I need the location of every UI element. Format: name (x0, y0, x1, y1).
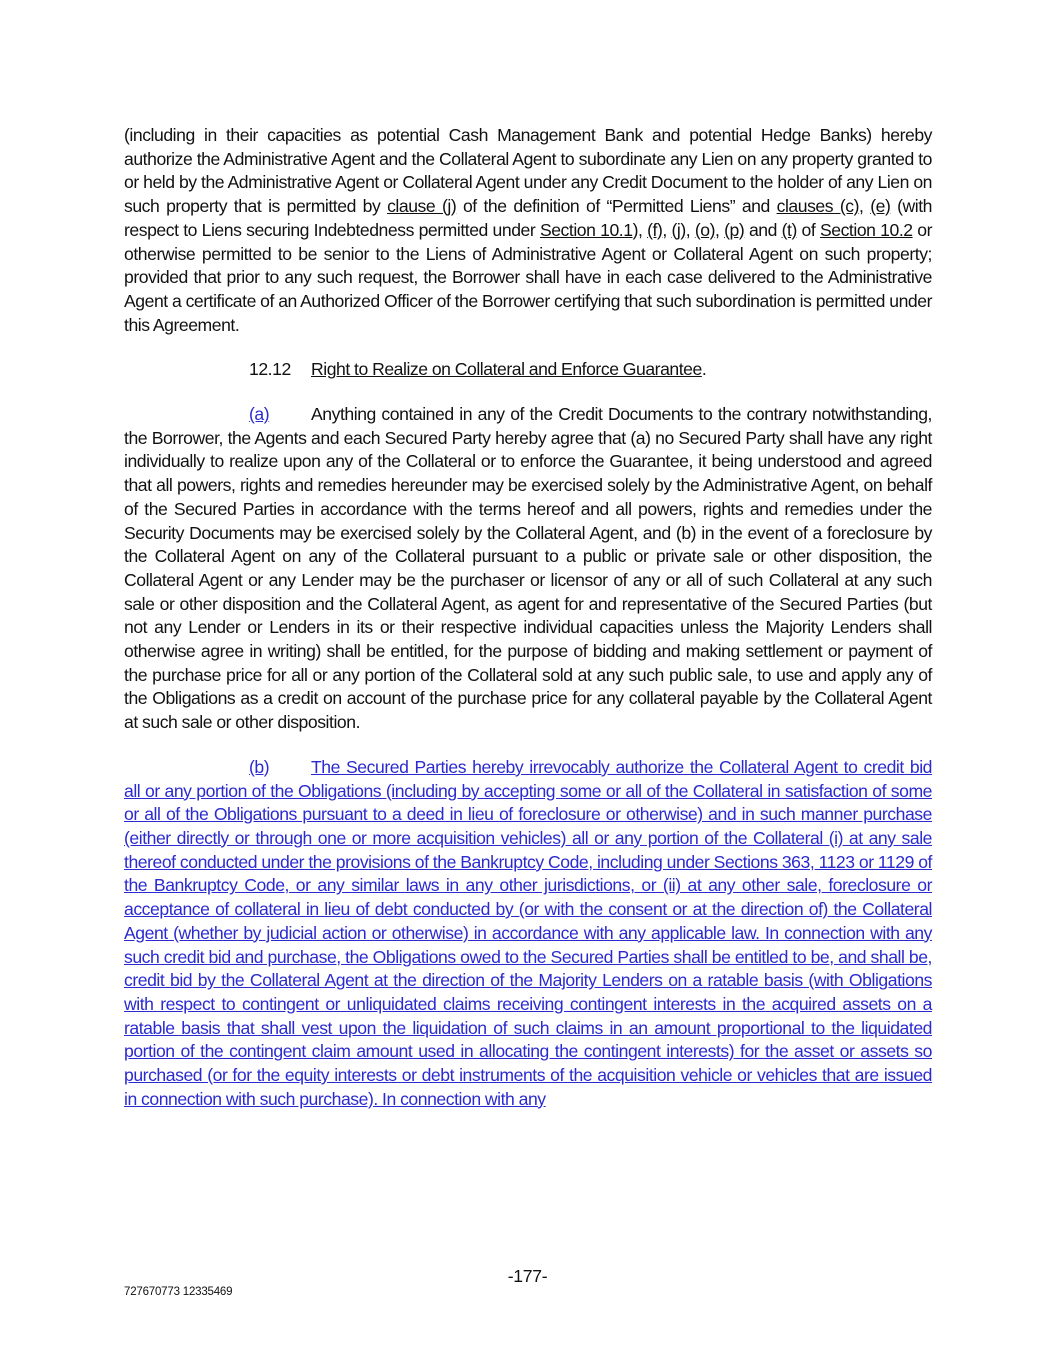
text-run: and (744, 219, 782, 240)
section-heading (124, 358, 932, 382)
section-10-1-reference: Section 10.1 (539, 219, 633, 240)
text-run: or otherwise permitted to be senior to the Liens of Administrative Agent or Collateral Agent on such property; provided that prior to any such request, the Borrower shall have in each case delivered to the Administrative Agent a certificate of an Authorized Officer of the Borrower certifying that such subordination is permitted under this Agreement. (124, 219, 933, 335)
subsection-b-label: (b) (249, 756, 270, 777)
clause-o-reference: (o) (694, 219, 716, 240)
clause-f-reference: (f) (647, 219, 663, 240)
clause-j2-reference: (j) (671, 219, 686, 240)
document-body (124, 124, 932, 1111)
text-run: , (859, 196, 871, 217)
section-title-period: . (701, 359, 707, 380)
text-run: (with respect to Liens securing Indebtedness permitted under (124, 196, 932, 240)
clause-e-reference: (e) (870, 196, 891, 217)
text-run: , (685, 219, 695, 240)
subsection-b (124, 756, 932, 1112)
subsection-a (124, 403, 932, 735)
text-run: of (796, 219, 820, 240)
clause-p-reference: (p) (724, 219, 745, 240)
paragraph-subordination (124, 124, 932, 337)
subsection-a-label: (a) (249, 404, 270, 425)
clause-t-reference: (t) (781, 219, 797, 240)
clauses-c-reference: clauses (c) (776, 196, 860, 217)
text-run: ), (632, 219, 648, 240)
text-run: (including in their capacities as potential Cash Management Bank and potential Hedge Banks) hereby authorize the Administrative Agent and the Collateral Agent to subordinate any Lien on any property granted to or held by the Administrative Agent or Collateral Agent under any Credit Document to the holder of any Lien on such property that is permitted by (124, 125, 932, 217)
text-run: , (715, 219, 725, 240)
subsection-a-text: Anything contained in any of the Credit Documents to the contrary notwithstanding, the Borrower, the Agents and each Secured Party hereby agree that (a) no Secured Party shall have any right individually to realize upon any of the Collateral or to enforce the Guarantee, it being understood and agreed that all powers, rights and remedies hereunder may be exercised solely by the Administrative Agent, on behalf of the Secured Parties in accordance with the terms hereof and all powers, rights and remedies under the Security Documents may be exercised solely by the Collateral Agent, and (b) in the event of a foreclosure by the Collateral Agent on any of the Collateral pursuant to a public or private sale or other disposition, the Collateral Agent or any Lender may be the purchaser or licensor of any or all of such Collateral at any such sale or other disposition and the Collateral Agent, as agent for and representative of the Secured Parties (but not any Lender or Lenders in its or their respective individual capacities unless the Majority Lenders shall otherwise agree in writing) shall be entitled, for the purpose of bidding and making settlement or payment of the purchase price for all or any portion of the Collateral sold at any such public sale, to use and apply any of the Obligations as a credit on account of the purchase price for any collateral payable by the Collateral Agent at such sale or other disposition. (124, 404, 932, 733)
section-title: Right to Realize on Collateral and Enforce Guarantee (311, 359, 702, 380)
page-number: -177- (507, 1266, 548, 1286)
clause-j-reference: clause (j) (387, 196, 457, 217)
text-run: of the definition of “Permitted Liens” and (456, 196, 777, 217)
subsection-b-text: The Secured Parties hereby irrevocably authorize the Collateral Agent to credit bid all or any portion of the Obligations (including by accepting some or all of the Collateral in satisfaction of some or all of the Obligations pursuant to a deed in lieu of foreclosure or otherwise) and in such manner purchase (either directly or through one or more acquisition vehicles) all or any portion of the Collateral (i) at any sale thereof conducted under the provisions of the Bankruptcy Code, including under Sections 363, 1123 or 1129 of the Bankruptcy Code, or any similar laws in any other jurisdictions, or (ii) at any other sale, foreclosure or acceptance of collateral in lieu of debt conducted by (or with the consent or at the direction of) the Collateral Agent (whether by judicial action or otherwise) in accordance with any applicable law. In connection with any such credit bid and purchase, the Obligations owed to the Secured Parties shall be entitled to be, and shall be, credit bid by the Collateral Agent at the direction of the Majority Lenders on a ratable basis (with Obligations with respect to contingent or unliquidated claims receiving contingent interests in the acquired assets on a ratable basis that shall vest upon the liquidation of such claims in an amount proportional to the liquidated portion of the contingent claim amount used in allocating the contingent interests) for the asset or assets so purchased (or for the equity interests or debt instruments of the acquisition vehicle or vehicles that are issued in connection with such purchase). In connection with any (124, 756, 932, 1109)
text-run: , (662, 219, 672, 240)
section-number: 12.12 (249, 359, 291, 380)
document-id: 727670773 12335469 (124, 1286, 233, 1298)
section-10-2-reference: Section 10.2 (819, 219, 913, 240)
